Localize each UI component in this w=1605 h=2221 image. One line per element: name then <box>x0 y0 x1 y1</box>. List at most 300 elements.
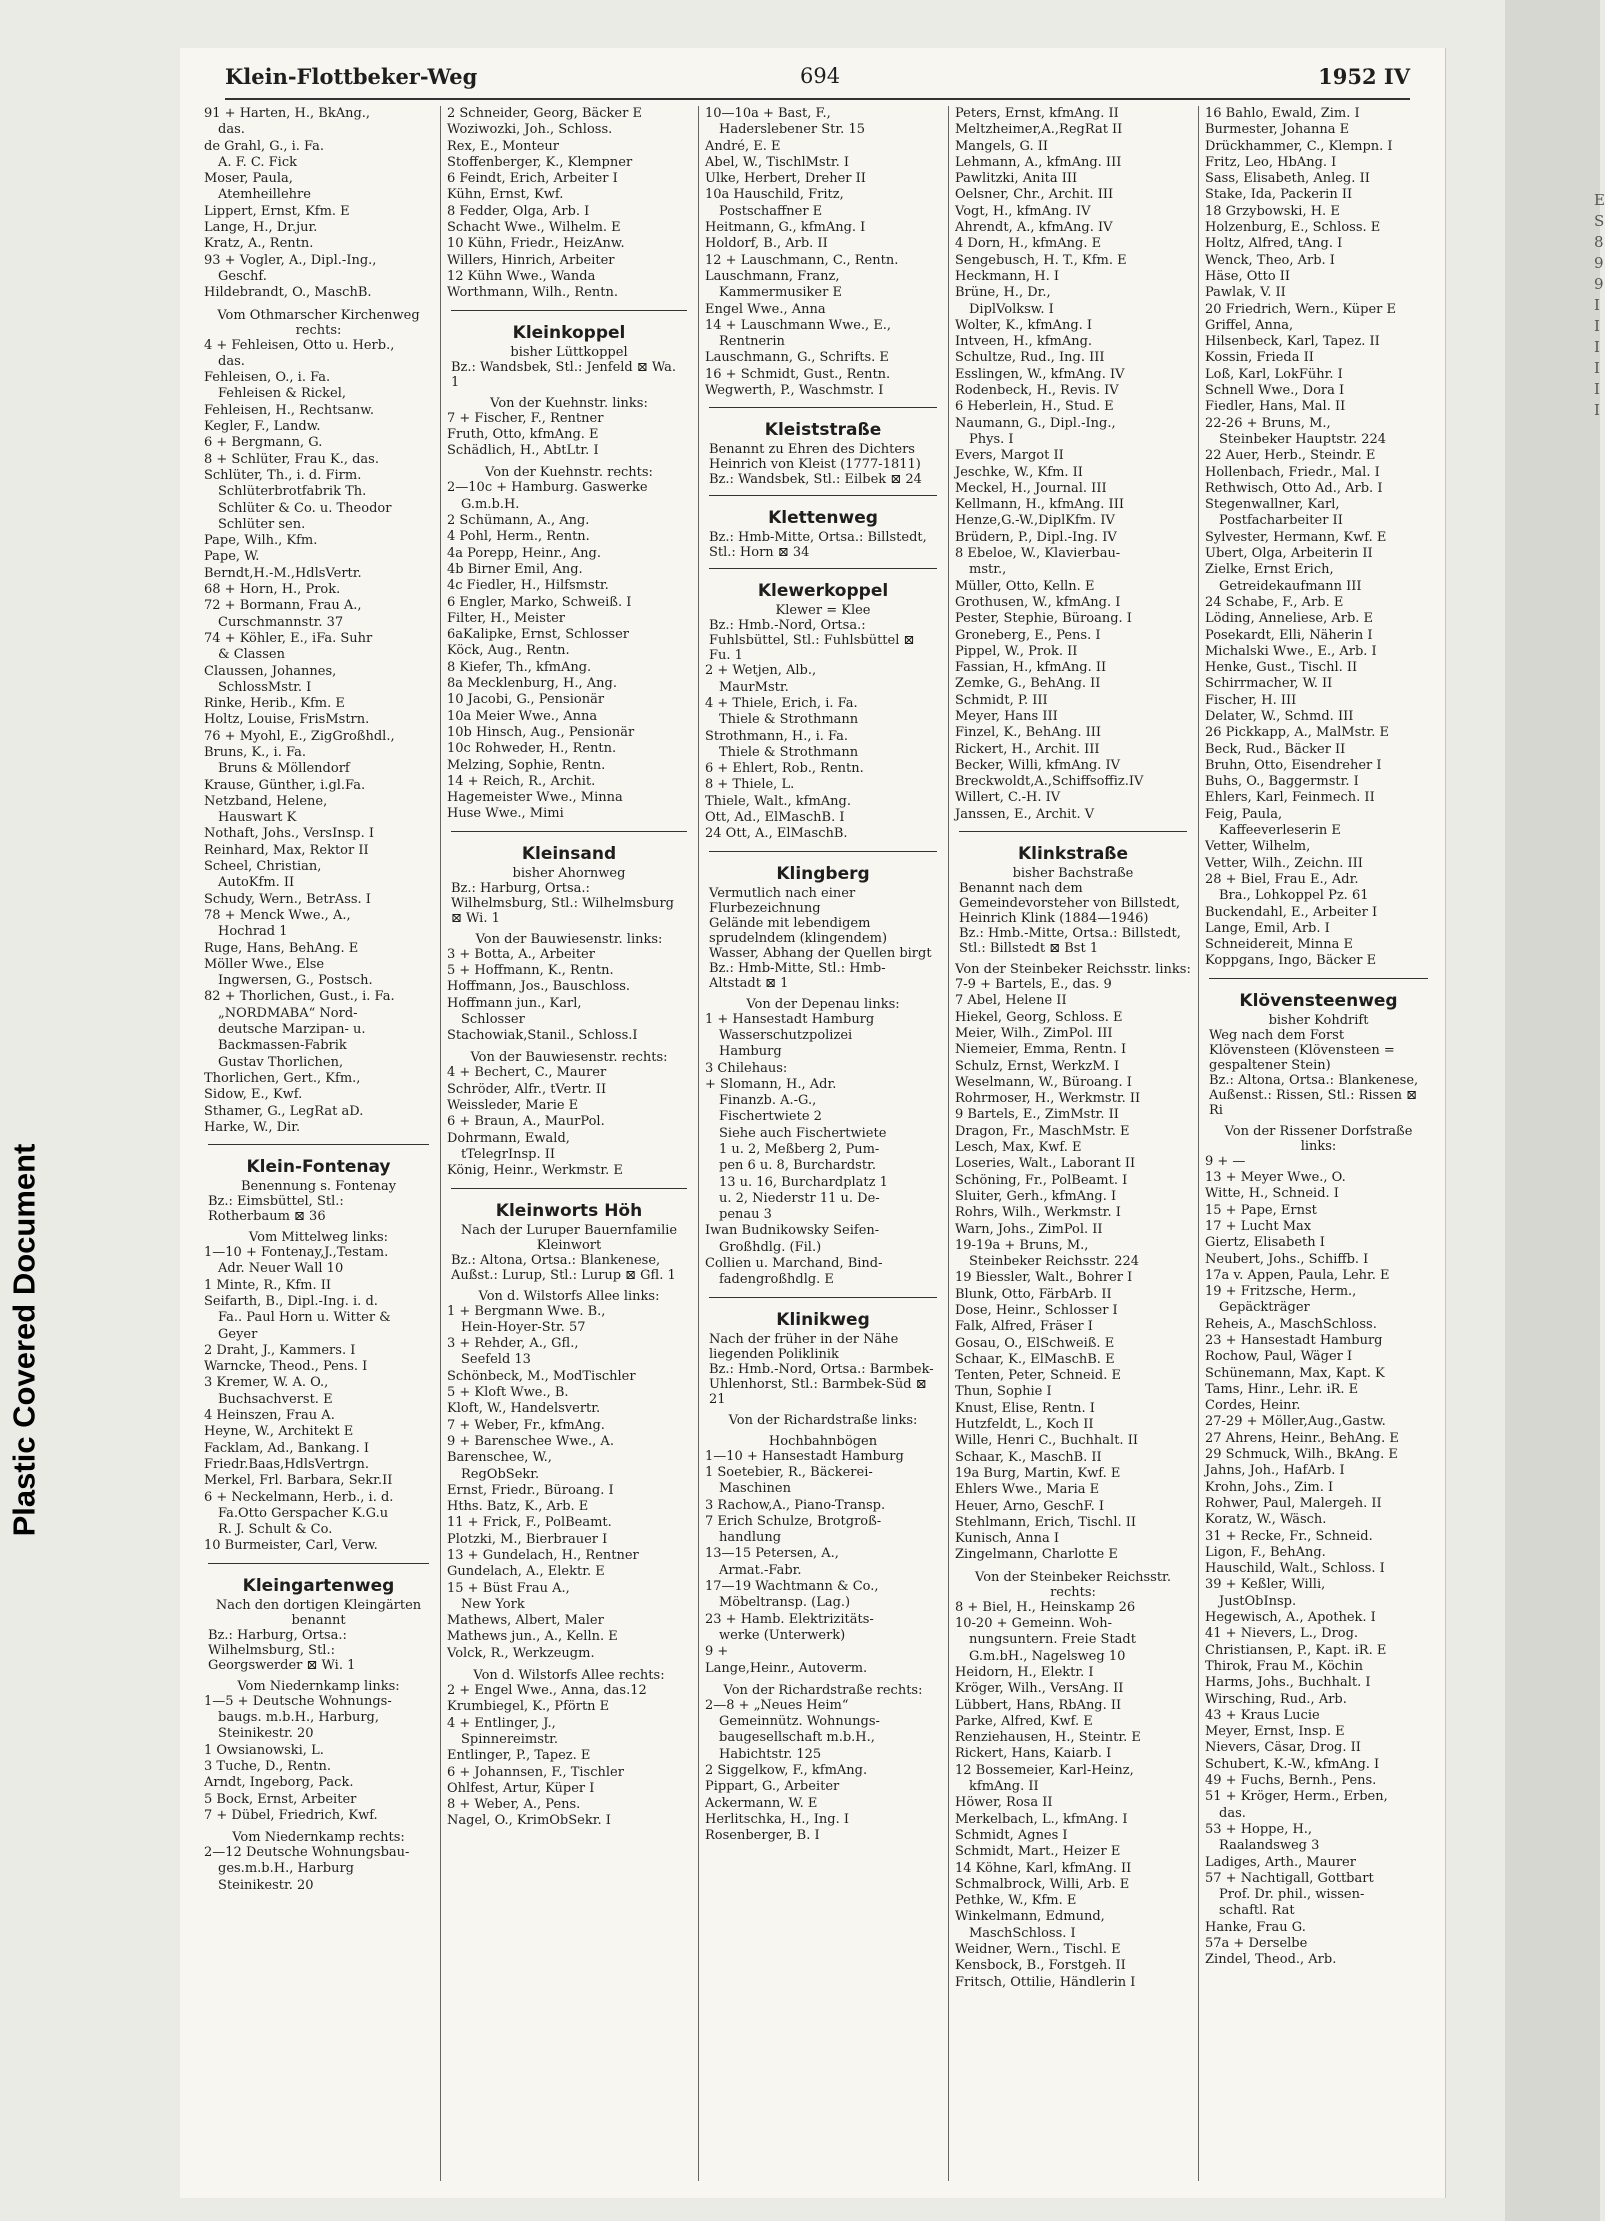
street-name-heading: Klingberg <box>776 863 870 884</box>
street-note: Bz.: Wandsbek, Stl.: Jenfeld ⊠ Wa. 1 <box>451 359 677 390</box>
directory-entry: R. J. Schult & Co. <box>218 1522 333 1538</box>
directory-entry: Woziwozki, Joh., Schloss. <box>447 122 613 138</box>
directory-entry: Steinbeker Reichsstr. 224 <box>969 1254 1140 1270</box>
directory-entry: 93 + Vogler, A., Dipl.-Ing., <box>204 252 377 268</box>
directory-entry: Bruhn, Otto, Eisendreher I <box>1205 757 1382 773</box>
direction-heading: Von der Bauwiesenstr. links: <box>475 931 663 947</box>
street-name-heading: Klein-Fontenay <box>246 1157 391 1178</box>
directory-entry: Claussen, Johannes, <box>204 663 337 679</box>
directory-entry: das. <box>218 353 245 369</box>
edge-char: I <box>1594 359 1600 377</box>
street-note: Bz.: Altona, Ortsa.: Blankenese, Außst.: Lurup, Stl.: Lurup ⊠ Gfl. 1 <box>451 1252 676 1283</box>
directory-entry: 43 + Kraus Lucie <box>1205 1707 1320 1723</box>
directory-entry: 4 + Fehleisen, Otto u. Herb., <box>204 337 395 353</box>
directory-entry: Köck, Aug., Rentn. <box>447 643 570 659</box>
street-subtitle: Benennung s. Fontenay <box>240 1179 397 1195</box>
edge-char: 9 <box>1594 254 1604 272</box>
directory-entry: Pape, Wilh., Kfm. <box>204 533 318 549</box>
directory-entry: Schönbeck, M., ModTischler <box>447 1368 636 1384</box>
directory-entry: Geyer <box>218 1326 258 1342</box>
directory-entry: 24 Schabe, F., Arb. E <box>1205 594 1344 610</box>
directory-entry: Vetter, Wilhelm, <box>1205 839 1311 855</box>
directory-entry: Loseries, Walt., Laborant II <box>955 1156 1136 1172</box>
street-subtitle: bisher Lüttkoppel <box>510 344 628 360</box>
directory-entry: 9 Bartels, E., ZimMstr. II <box>955 1107 1119 1123</box>
directory-entry: 22 Auer, Herb., Steindr. E <box>1205 448 1376 464</box>
directory-entry: Rex, E., Monteur <box>447 138 559 154</box>
adjacent-page-strip <box>1505 0 1605 2221</box>
running-head-street: Klein-Flottbeker-Weg <box>225 64 478 89</box>
directory-entry: Nagel, O., KrimObSekr. I <box>447 1813 611 1829</box>
directory-entry: Winkelmann, Edmund, <box>955 1909 1105 1925</box>
directory-entry: 41 + Nievers, L., Drog. <box>1205 1626 1359 1642</box>
street-note: Bz.: Eimsbüttel, Stl.: Rotherbaum ⊠ 36 <box>208 1194 344 1225</box>
directory-entry: 12 + Lauschmann, C., Rentn. <box>705 252 899 268</box>
directory-entry: 76 + Myohl, E., ZigGroßhdl., <box>204 728 395 744</box>
directory-entry: 6 + Neckelmann, Herb., i. d. <box>204 1489 394 1505</box>
directory-entry: Breckwoldt,A.,Schiffsoffiz.IV <box>955 774 1144 790</box>
directory-entry: Sengebusch, H. T., Kfm. E <box>955 252 1127 268</box>
directory-entry: 13 + Gundelach, H., Rentner <box>447 1548 639 1563</box>
directory-entry: Adr. Neuer Wall 10 <box>218 1261 344 1277</box>
directory-entry: Pawlitzki, Anita III <box>955 171 1078 187</box>
directory-entry: Meyer, Hans III <box>955 708 1058 724</box>
directory-entry: König, Heinr., Werkmstr. E <box>447 1163 623 1179</box>
directory-entry: „NORDMABA“ Nord- <box>218 1005 358 1021</box>
street-note: Bz.: Hmb.-Nord, Ortsa.: Barmbek-Uhlenhorst, Stl.: Barmbek-Süd ⊠ 21 <box>709 1361 934 1407</box>
directory-entry: Schubert, K.-W., kfmAng. I <box>1205 1756 1380 1772</box>
directory-entry: Hoffmann, Jos., Bauschloss. <box>447 979 631 995</box>
directory-entry: Fritz, Leo, HbAng. I <box>1205 154 1337 170</box>
directory-entry: Rickert, H., Archit. III <box>955 741 1100 757</box>
directory-entry: Kunisch, Anna I <box>955 1531 1060 1547</box>
directory-entry: Geschf. <box>218 268 267 284</box>
directory-entry: Pawlak, V. II <box>1205 285 1286 301</box>
directory-entry: 18 Grzybowski, H. E <box>1205 203 1340 219</box>
direction-heading: Von der Kuehnstr. links: <box>490 395 648 411</box>
directory-entry: Weidner, Wern., Tischl. E <box>955 1941 1121 1957</box>
directory-entry: Volck, R., Werkzeugm. <box>447 1645 595 1661</box>
section-divider <box>709 407 937 408</box>
edge-char: I <box>1594 317 1600 335</box>
directory-entry: Lange, Emil, Arb. I <box>1205 920 1330 936</box>
directory-entry: Fritsch, Ottilie, Händlerin I <box>955 1974 1136 1990</box>
column-rule <box>698 106 699 2181</box>
directory-entry: 4a Porepp, Heinr., Ang. <box>447 545 601 561</box>
directory-entry: Thun, Sophie I <box>955 1384 1052 1400</box>
directory-entry: Fa.. Paul Horn u. Witter & <box>218 1310 391 1326</box>
directory-entry: Schlosser <box>461 1011 525 1027</box>
directory-entry: Gemeinnütz. Wohnungs- <box>719 1714 880 1730</box>
directory-entry: Harms, Johs., Buchhalt. I <box>1205 1675 1371 1691</box>
directory-entry: Nothaft, Johs., VersInsp. I <box>204 826 375 842</box>
directory-entry: baugesellschaft m.b.H., <box>719 1730 875 1746</box>
directory-entry: Meckel, H., Journal. III <box>955 480 1107 496</box>
directory-entry: New York <box>461 1596 525 1612</box>
directory-entry: Kegler, F., Landw. <box>204 419 321 435</box>
directory-entry: Cordes, Heinr. <box>1205 1398 1301 1414</box>
directory-entry: Stoffenberger, K., Klempner <box>447 154 633 170</box>
directory-entry: 17—19 Wachtmann & Co., <box>705 1579 879 1595</box>
directory-entry: Schirrmacher, W. II <box>1205 676 1333 692</box>
directory-entry: 15 + Büst Frau A., <box>447 1580 570 1596</box>
directory-entry: 7 + Fischer, F., Rentner <box>447 410 604 426</box>
directory-entry: Finzel, K., BehAng. III <box>955 725 1101 741</box>
directory-entry: Spinnereimstr. <box>461 1731 559 1747</box>
direction-heading: Von d. Wilstorfs Allee rechts: <box>473 1668 665 1684</box>
directory-entry: Vogt, H., kfmAng. IV <box>955 203 1091 219</box>
directory-entry: Netzband, Helene, <box>204 793 328 809</box>
directory-entry: Ackermann, W. E <box>705 1795 818 1811</box>
directory-entry: Pethke, W., Kfm. E <box>955 1893 1077 1909</box>
column-rule <box>1198 106 1199 2181</box>
directory-entry: Krohn, Johs., Zim. I <box>1205 1479 1334 1495</box>
directory-entry: Worthmann, Wilh., Rentn. <box>447 285 619 301</box>
directory-entry: 49 + Fuchs, Bernh., Pens. <box>1205 1773 1377 1789</box>
directory-entry: 10c Rohweder, H., Rentn. <box>447 741 617 757</box>
directory-entry: Atemheillehre <box>218 187 311 203</box>
street-note: Bz.: Hmb-Mitte, Stl.: Hmb-Altstadt ⊠ 1 <box>709 960 886 991</box>
directory-entry: Maschinen <box>719 1481 791 1497</box>
directory-entry: 8 + Thiele, L. <box>705 777 795 793</box>
column-4 <box>951 106 1195 2186</box>
directory-entry: Möbeltransp. (Lag.) <box>719 1595 851 1611</box>
directory-entry: 6aKalipke, Ernst, Schlosser <box>447 627 629 643</box>
directory-entry: Kammermusiker E <box>719 285 842 301</box>
directory-entry: Tams, Hinr., Lehr. iR. E <box>1205 1381 1359 1397</box>
directory-entry: Curschmannstr. 37 <box>218 614 344 630</box>
directory-entry: Bruns & Möllendorf <box>218 761 350 777</box>
direction-heading: Von der Bauwiesenstr. rechts: <box>470 1050 668 1066</box>
directory-entry: Ehlers, Karl, Feinmech. II <box>1205 790 1375 806</box>
directory-entry: 22-26 + Bruns, M., <box>1205 415 1331 431</box>
directory-entry: 5 Bock, Ernst, Arbeiter <box>204 1791 357 1807</box>
directory-entry: 5 + Hoffmann, K., Rentn. <box>447 962 614 978</box>
directory-entry: 1—10 + Hansestadt Hamburg <box>705 1448 904 1464</box>
directory-entry: Jahns, Joh., HafArb. I <box>1205 1463 1345 1479</box>
directory-entry: Kossin, Frieda II <box>1205 350 1314 366</box>
street-subtitle: bisher Bachstraße <box>1012 866 1134 882</box>
directory-entry: G.m.bH., Nagelsweg 10 <box>969 1648 1126 1664</box>
directory-entry: Schultze, Rud., Ing. III <box>955 350 1105 366</box>
street-note: Benannt nach dem Gemeindevorsteher von Billstedt, Heinrich Klink (1884—1946) <box>959 881 1180 927</box>
directory-entry: Habichtstr. 125 <box>719 1746 822 1762</box>
directory-entry: Harke, W., Dir. <box>204 1119 301 1135</box>
street-note: Bz.: Hmb-Mitte, Ortsa.: Billstedt, Stl.: Horn ⊠ 34 <box>709 530 927 561</box>
directory-entry: Lauschmann, Franz, <box>705 268 840 284</box>
directory-entry: 13 u. 16, Burchardplatz 1 <box>719 1174 888 1190</box>
street-note: Vermutlich nach einer Flurbezeichnung <box>709 885 856 916</box>
directory-entry: Schmidt, Mart., Heizer E <box>955 1844 1121 1860</box>
adjacent-page-edge-text <box>1594 190 1605 421</box>
street-note: Gelände mit lebendigem sprudelndem (klingendem) Wasser, Abhang der Quellen birgt <box>709 915 932 961</box>
directory-entry: 14 + Reich, R., Archit. <box>447 773 596 789</box>
directory-entry: 5 + Kloft Wwe., B. <box>447 1385 569 1401</box>
directory-entry: werke (Unterwerk) <box>719 1627 846 1643</box>
directory-entry: Moser, Paula, <box>204 171 293 187</box>
directory-entry: 19 Biessler, Walt., Bohrer I <box>955 1270 1133 1286</box>
directory-entry: Huse Wwe., Mimi <box>447 806 564 822</box>
directory-entry: das. <box>1219 1805 1246 1821</box>
directory-entry: Gepäckträger <box>1219 1300 1310 1316</box>
directory-entry: Schlüter sen. <box>218 516 306 532</box>
directory-entry: DiplVolksw. I <box>969 301 1054 317</box>
directory-entry: Peters, Ernst, kfmAng. II <box>955 106 1119 121</box>
direction-heading: Von d. Wilstorfs Allee links: <box>478 1288 660 1304</box>
directory-entry: Engel Wwe., Anna <box>705 301 826 317</box>
directory-entry: Mathews jun., A., Kelln. E <box>447 1629 618 1645</box>
directory-entry: 7 + Weber, Fr., kfmAng. <box>447 1417 605 1433</box>
directory-entry: Berndt,H.-M.,HdlsVertr. <box>204 565 362 581</box>
directory-entry: handlung <box>719 1530 782 1546</box>
section-divider <box>709 495 937 496</box>
directory-entry: 20 Friedrich, Wern., Küper E <box>1205 301 1397 317</box>
directory-entry: Delater, W., Schmd. III <box>1205 708 1354 724</box>
directory-entry: Fruth, Otto, kfmAng. E <box>447 426 599 442</box>
directory-entry: Hoffmann jun., Karl, <box>447 995 582 1011</box>
directory-entry: Oelsner, Chr., Archit. III <box>955 187 1114 203</box>
directory-entry: Schmidt, Agnes I <box>955 1827 1068 1843</box>
street-subtitle: Nach der Luruper Bauernfamilie Kleinwort <box>460 1222 678 1253</box>
directory-entry: kfmAng. II <box>969 1779 1039 1795</box>
direction-heading: Vom Mittelweg links: <box>248 1230 389 1246</box>
directory-entry: Ruge, Hans, BehAng. E <box>204 940 359 956</box>
directory-entry: Meltzheimer,A.,RegRat II <box>955 122 1123 138</box>
directory-entry: 10 Kühn, Friedr., HeizAnw. <box>447 236 625 252</box>
edge-char: I <box>1594 380 1600 398</box>
section-divider <box>451 310 687 311</box>
directory-entry: Dose, Heinr., Schlosser I <box>955 1303 1118 1318</box>
street-note: Nach der früher in der Nähe liegenden Poliklinik <box>709 1331 899 1362</box>
directory-entry: Kensbock, B., Forstgeh. II <box>955 1958 1126 1974</box>
directory-entry: Feig, Paula, <box>1205 806 1283 822</box>
directory-entry: Plotzki, M., Bierbrauer I <box>447 1531 608 1547</box>
directory-entry: Siehe auch Fischertwiete <box>719 1125 887 1141</box>
directory-entry: Thorlichen, Gert., Kfm., <box>204 1070 361 1086</box>
directory-entry: 6 + Bergmann, G. <box>204 435 323 451</box>
directory-entry: Heuer, Arno, GeschF. I <box>955 1498 1105 1514</box>
directory-entry: 28 + Biel, Frau E., Adr. <box>1205 871 1359 887</box>
directory-entry: Schlüter & Co. u. Theodor <box>218 500 392 516</box>
directory-entry: Schudy, Wern., BetrAss. I <box>204 891 371 907</box>
directory-entry: Neubert, Johs., Schiffb. I <box>1205 1251 1369 1267</box>
directory-entry: Hanke, Frau G. <box>1205 1919 1306 1935</box>
directory-entry: 9 + Barenschee Wwe., A. <box>447 1433 614 1449</box>
directory-entry: Merkel, Frl. Barbara, Sekr.II <box>204 1473 393 1489</box>
directory-entry: Schaar, K., MaschB. II <box>955 1449 1102 1465</box>
directory-entry: Wenck, Theo, Arb. I <box>1205 252 1335 268</box>
directory-entry: 3 Kremer, W. A. O., <box>204 1375 329 1391</box>
directory-entry: Groneberg, E., Pens. I <box>955 627 1101 643</box>
street-note: Bz.: Wandsbek, Stl.: Eilbek ⊠ 24 <box>709 472 922 488</box>
directory-entry: 1 Minte, R., Kfm. II <box>204 1277 331 1293</box>
directory-entry: MaschSchloss. I <box>969 1925 1076 1941</box>
directory-entry: 13—15 Petersen, A., <box>705 1546 839 1562</box>
directory-entry: Kröger, Wilh., VersAng. II <box>955 1681 1124 1697</box>
directory-entry: 3 Rachow,A., Piano-Transp. <box>705 1497 886 1513</box>
directory-entry: Phys. I <box>969 431 1014 447</box>
directory-entry: u. 2, Niederstr 11 u. De- <box>719 1190 880 1206</box>
directory-entry: Posekardt, Elli, Näherin I <box>1205 627 1373 643</box>
directory-entry: Hein-Hoyer-Str. 57 <box>461 1319 586 1335</box>
directory-entry: Drückhammer, C., Klempn. I <box>1205 138 1393 154</box>
directory-entry: 9 + <box>705 1644 729 1660</box>
directory-entry: Gundelach, A., Elektr. E <box>447 1564 605 1580</box>
directory-entry: Janssen, E., Archit. V <box>955 806 1095 822</box>
directory-entry: fadengroßhdlg. E <box>719 1272 834 1288</box>
directory-entry: 31 + Recke, Fr., Schneid. <box>1205 1528 1373 1544</box>
directory-entry: Hauschild, Walt., Schloss. I <box>1205 1561 1385 1577</box>
directory-entry: 19a Burg, Martin, Kwf. E <box>955 1465 1121 1481</box>
directory-entry: Wegwerth, P., Waschmstr. I <box>705 383 884 399</box>
directory-entry: Nievers, Cäsar, Drog. II <box>1205 1740 1361 1756</box>
street-name-heading: Klinikweg <box>776 1309 870 1330</box>
directory-entry: 8a Mecklenburg, H., Ang. <box>447 676 617 692</box>
directory-entry: Ohlfest, Artur, Küper I <box>447 1780 595 1796</box>
directory-entry: G.m.b.H. <box>461 496 520 512</box>
directory-entry: Mathews, Albert, Maler <box>447 1613 604 1629</box>
direction-heading: Von der Richardstraße rechts: <box>723 1682 923 1698</box>
directory-entry: Mangels, G. II <box>955 138 1048 154</box>
directory-entry: 57 + Nachtigall, Gottbart <box>1205 1870 1374 1886</box>
section-divider <box>451 1188 687 1189</box>
directory-entry: 68 + Horn, H., Prok. <box>204 582 341 598</box>
directory-entry: Pape, W. <box>204 549 260 565</box>
directory-entry: 16 Bahlo, Ewald, Zim. I <box>1205 106 1360 121</box>
directory-entry: Heckmann, H. I <box>955 268 1060 284</box>
direction-heading: Vom Niedernkamp links: <box>237 1678 400 1694</box>
directory-entry: 53 + Hoppe, H., <box>1205 1821 1313 1837</box>
directory-entry: 26 Pickkapp, A., MalMstr. E <box>1205 725 1390 741</box>
directory-entry: 1 + Bergmann Wwe. B., <box>447 1303 606 1319</box>
street-note: Benannt zu Ehren des Dichters Heinrich von Kleist (1777-1811) <box>709 442 921 473</box>
directory-entry: Sthamer, G., LegRat aD. <box>204 1103 364 1119</box>
directory-entry: 4 + Thiele, Erich, i. Fa. <box>705 695 858 711</box>
directory-entry: Heitmann, G., kfmAng. I <box>705 220 866 236</box>
column-5 <box>1201 106 1436 2186</box>
directory-entry: 57a + Derselbe <box>1205 1935 1308 1951</box>
directory-entry: Ehlers Wwe., Maria E <box>955 1482 1100 1498</box>
directory-entry: 8 Kiefer, Th., kfmAng. <box>447 659 592 675</box>
directory-entry: Schmidt, P. III <box>955 692 1048 708</box>
column-rule <box>948 106 949 2181</box>
directory-entry: Bra., Lohkoppel Pz. 61 <box>1219 888 1369 904</box>
street-note: Bz.: Hmb.-Nord, Ortsa.: Fuhlsbüttel, Stl.: Fuhlsbüttel ⊠ Fu. 1 <box>709 618 915 664</box>
directory-entry: Henke, Gust., Tischl. II <box>1205 660 1358 676</box>
street-name-heading: Klövensteenweg <box>1239 990 1398 1011</box>
directory-entry: Hegewisch, A., Apothek. I <box>1205 1610 1376 1626</box>
directory-entry: Thiele & Strothmann <box>719 712 859 728</box>
directory-entry: Kellmann, H., kfmAng. III <box>955 497 1124 513</box>
directory-entry: Postschaffner E <box>719 203 823 219</box>
directory-entry: Steinbeker Hauptstr. 224 <box>1219 431 1387 447</box>
directory-entry: penau 3 <box>719 1207 772 1223</box>
directory-entry: Ernst, Friedr., Büroang. I <box>447 1482 614 1498</box>
directory-entry: Fehleisen & Rickel, <box>218 386 347 402</box>
directory-entry: mstr., <box>969 562 1007 578</box>
directory-entry: 2 + Wetjen, Alb., <box>705 663 817 679</box>
directory-entry: Reheis, A., MaschSchloss. <box>1205 1316 1377 1332</box>
directory-entry: Friedr.Baas,HdlsVertrgn. <box>204 1456 370 1472</box>
plastic-covered-label: Plastic Covered Document <box>6 1143 42 1537</box>
directory-entry: Intveen, H., kfmAng. <box>955 334 1093 350</box>
column-3 <box>701 106 945 2186</box>
directory-entry: Gustav Thorlichen, <box>218 1054 344 1070</box>
directory-entry: 4 Dorn, H., kfmAng. E <box>955 236 1102 252</box>
street-note: Weg nach dem Forst Klövensteen (Klövensteen = gespaltener Stein) <box>1209 1027 1395 1073</box>
directory-entry: Armat.-Fabr. <box>719 1562 802 1578</box>
directory-entry: Wille, Henri C., Buchhalt. II <box>955 1433 1138 1449</box>
directory-entry: 6 + Braun, A., MaurPol. <box>447 1114 605 1130</box>
directory-entry: & Classen <box>218 647 285 663</box>
direction-heading: Hochbahnbögen <box>768 1433 878 1449</box>
directory-entry: 3 Chilehaus: <box>705 1060 788 1076</box>
edge-char: E <box>1594 191 1605 209</box>
directory-entry: Steinikestr. 20 <box>218 1726 314 1742</box>
directory-entry: Haderslebener Str. 15 <box>719 122 865 138</box>
directory-entry: Herlitschka, H., Ing. I <box>705 1811 849 1827</box>
directory-entry: ges.m.b.H., Harburg <box>218 1861 354 1877</box>
directory-entry: Wirsching, Rud., Arb. <box>1205 1691 1347 1707</box>
directory-entry: Brüdern, P., Dipl.-Ing. IV <box>955 529 1117 545</box>
directory-entry: Höwer, Rosa II <box>955 1795 1053 1811</box>
directory-entry: 8 Fedder, Olga, Arb. I <box>447 203 590 219</box>
directory-entry: 4c Fiedler, H., Hilfsmstr. <box>447 578 609 594</box>
directory-entry: 7 + Dübel, Friedrich, Kwf. <box>204 1807 378 1823</box>
directory-entry: Schmalbrock, Willi, Arb. E <box>955 1876 1130 1892</box>
directory-entry: das. <box>218 122 245 138</box>
directory-entry: baugs. m.b.H., Harburg, <box>218 1710 380 1726</box>
directory-entry: Stachowiak,Stanil., Schloss.I <box>447 1028 638 1044</box>
street-name-heading: Kleinworts Höh <box>495 1200 643 1221</box>
directory-entry: 24 Ott, A., ElMaschB. <box>705 826 848 842</box>
directory-entry: 13 + Meyer Wwe., O. <box>1205 1170 1346 1186</box>
directory-entry: Warncke, Theod., Pens. I <box>204 1359 368 1375</box>
directory-entry: 91 + Harten, H., BkAng., <box>204 106 371 121</box>
directory-entry: Meyer, Ernst, Insp. E <box>1205 1724 1345 1740</box>
section-divider <box>451 831 687 832</box>
directory-entry: Michalski Wwe., E., Arb. I <box>1205 643 1377 659</box>
directory-entry: Hutzfeldt, L., Koch II <box>955 1417 1094 1433</box>
directory-entry: 4 Pohl, Herm., Rentn. <box>447 529 590 545</box>
directory-entry: Ladiges, Arth., Maurer <box>1205 1854 1356 1870</box>
directory-entry: 15 + Pape, Ernst <box>1205 1202 1317 1218</box>
directory-entry: Weselmann, W., Büroang. I <box>955 1074 1132 1090</box>
directory-entry: Lange,Heinr., Autoverm. <box>705 1660 868 1676</box>
directory-entry: 17 + Lucht Max <box>1205 1218 1312 1234</box>
directory-entry: Prof. Dr. phil., wissen- <box>1219 1887 1365 1903</box>
directory-entry: Hauswart K <box>218 810 297 826</box>
street-subtitle: Klewer = Klee <box>775 603 871 619</box>
directory-entry: 29 Schmuck, Wilh., BkAng. E <box>1205 1447 1398 1463</box>
section-divider <box>709 851 937 852</box>
directory-entry: Merkelbach, L., kfmAng. I <box>955 1811 1128 1827</box>
directory-entry: Christiansen, P., Kapt. iR. E <box>1205 1642 1387 1658</box>
directory-entry: 10 Burmeister, Carl, Verw. <box>204 1538 378 1554</box>
directory-entry: Fehleisen, H., Rechtsanw. <box>204 402 374 418</box>
directory-entry: Rohrmoser, H., Werkmstr. II <box>955 1091 1141 1107</box>
directory-entry: Rickert, Hans, Kaiarb. I <box>955 1746 1112 1762</box>
directory-entry: Sylvester, Hermann, Kwf. E <box>1205 529 1387 545</box>
directory-entry: 2 + Engel Wwe., Anna, das.12 <box>447 1683 647 1699</box>
directory-entry: Ubert, Olga, Arbeiterin II <box>1205 546 1373 562</box>
directory-entry: Dragon, Fr., MaschMstr. E <box>955 1123 1130 1139</box>
directory-entry: Burmester, Johanna E <box>1205 122 1350 138</box>
directory-entry: Stehlmann, Erich, Tischl. II <box>955 1514 1137 1530</box>
directory-entry: Holdorf, B., Arb. II <box>705 236 828 252</box>
directory-entry: tTelegrInsp. II <box>461 1146 556 1162</box>
directory-entry: Seefeld 13 <box>461 1352 531 1368</box>
